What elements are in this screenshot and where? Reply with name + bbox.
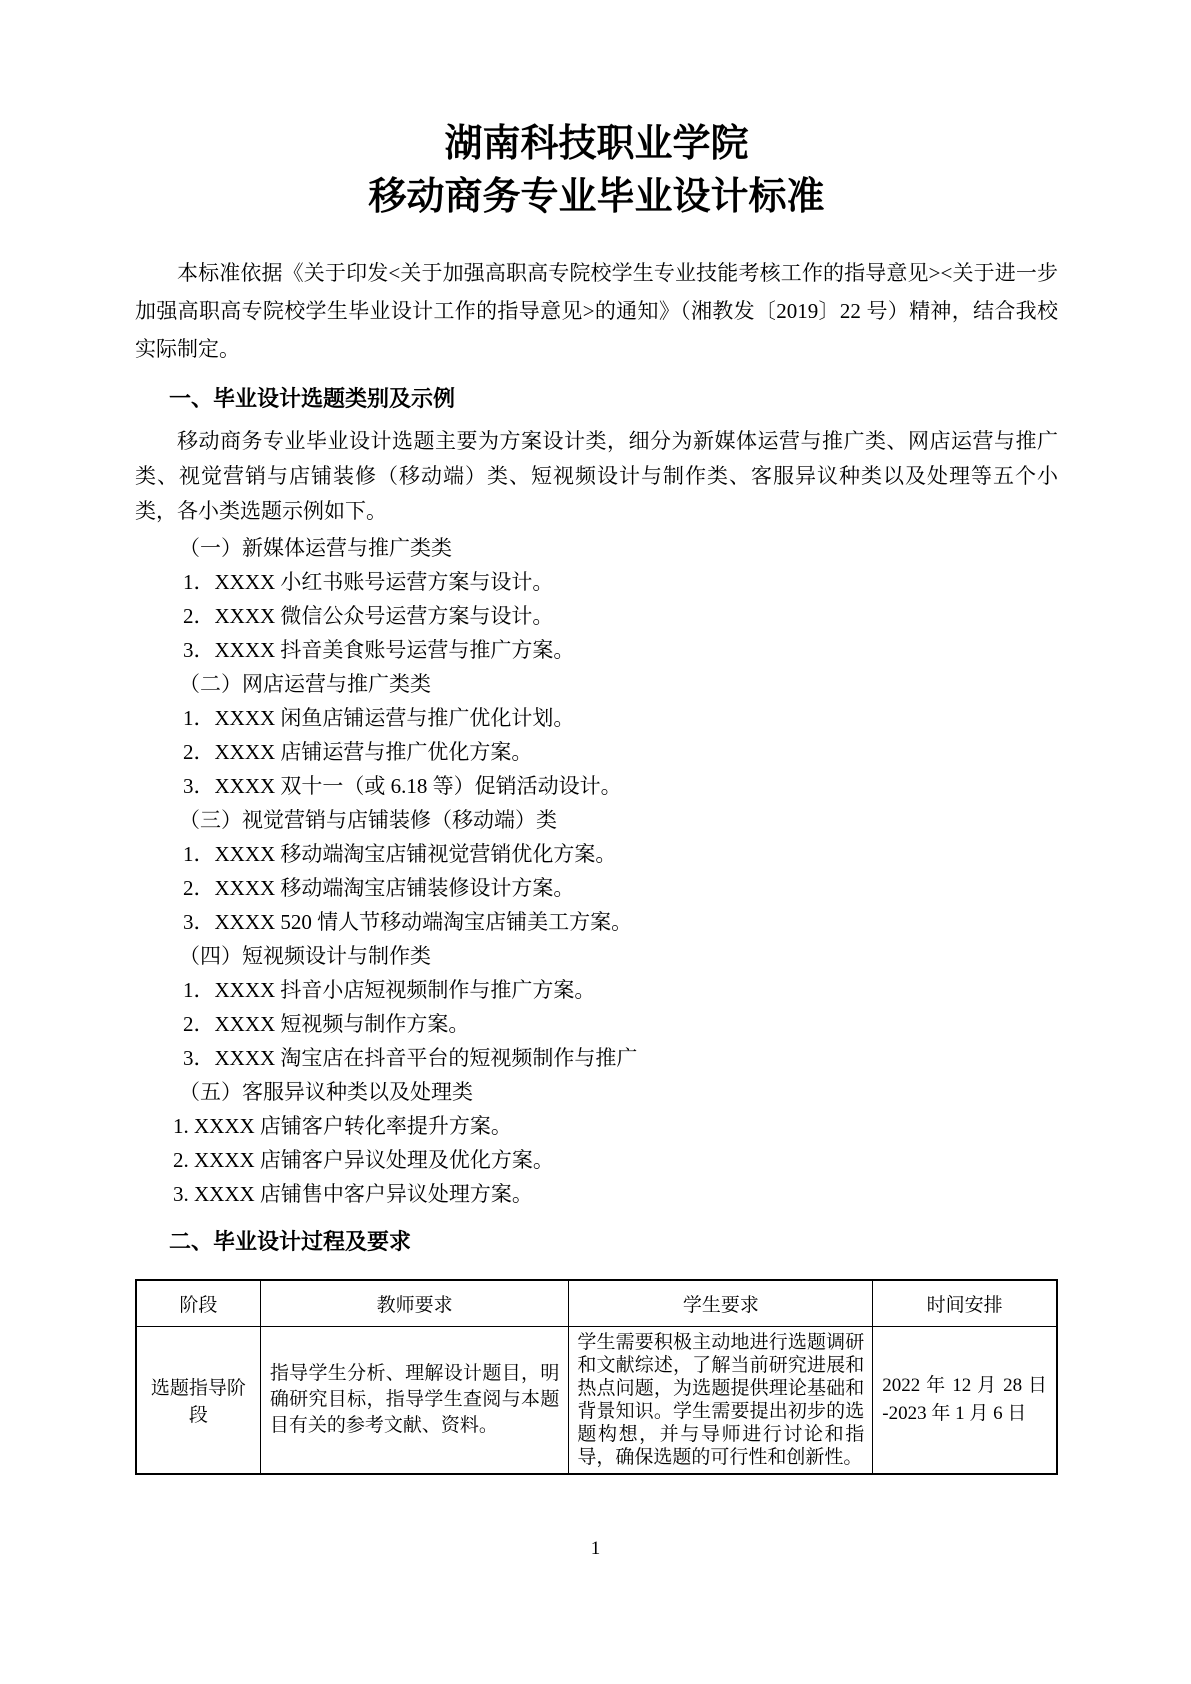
topic-item: 3．XXXX 抖音美食账号运营与推广方案。 (183, 638, 575, 662)
topic-item: 2．XXXX 短视频与制作方案。 (183, 1012, 470, 1036)
section1-intro: 移动商务专业毕业设计选题主要为方案设计类，细分为新媒体运营与推广类、网店运营与推广类、视觉营销与店铺装修（移动端）类、短视频设计与制作类、客服异议种类以及处理等五个小类，各小类选题示例如下。 (135, 429, 1058, 523)
process-requirements-table (135, 1279, 1058, 1475)
header-teacher-requirements: 教师要求 (260, 1280, 569, 1326)
category-label: （三）视觉营销与店铺装修（移动端）类 (179, 808, 557, 832)
section2-heading: 二、毕业设计过程及要求 (169, 1229, 412, 1254)
topic-item: 3．XXXX 淘宝店在抖音平台的短视频制作与推广 (183, 1046, 638, 1070)
category-label: （一）新媒体运营与推广类类 (179, 536, 452, 560)
cell-student-requirements: 学生需要积极主动地进行选题调研和文献综述，了解当前研究进展和热点问题，为选题提供理论基础和背景知识。学生需要提出初步的选题构想，并与导师进行讨论和指导，确保选题的可行性和创新性。 (569, 1326, 873, 1474)
cell-stage: 选题指导阶段 (136, 1326, 260, 1474)
document-title-line2: 移动商务专业毕业设计标准 (368, 176, 825, 218)
topic-list (135, 531, 1058, 1211)
cell-time-arrangement: 2022 年 12 月 28 日 -2023 年 1 月 6 日 (873, 1326, 1057, 1474)
intro-paragraph: 本标准依据《关于印发<关于加强高职高专院校学生专业技能考核工作的指导意见><关于进一步加强高职高专院校学生毕业设计工作的指导意见>的通知》（湘教发〔2019〕22 号）精神，结合我校实际制定。 (135, 261, 1058, 361)
document-title (135, 118, 1058, 224)
topic-item: 1. XXXX 店铺客户转化率提升方案。 (173, 1114, 512, 1138)
table-row (136, 1326, 1057, 1474)
category-label: （五）客服异议种类以及处理类 (179, 1080, 473, 1104)
topic-item: 2．XXXX 移动端淘宝店铺装修设计方案。 (183, 876, 575, 900)
topic-item: 2．XXXX 店铺运营与推广优化方案。 (183, 740, 533, 764)
topic-item: 3. XXXX 店铺售中客户异议处理方案。 (173, 1182, 533, 1206)
header-student-requirements: 学生要求 (569, 1280, 873, 1326)
document-title-line1: 湖南科技职业学院 (444, 123, 749, 165)
header-time-arrangement: 时间安排 (873, 1280, 1057, 1326)
topic-item: 1．XXXX 闲鱼店铺运营与推广优化计划。 (183, 706, 575, 730)
topic-item: 3．XXXX 双十一（或 6.18 等）促销活动设计。 (183, 774, 622, 798)
section1-heading: 一、毕业设计选题类别及示例 (169, 386, 456, 411)
topic-item: 3．XXXX 520 情人节移动端淘宝店铺美工方案。 (183, 910, 633, 934)
topic-item: 2．XXXX 微信公众号运营方案与设计。 (183, 604, 554, 628)
header-stage: 阶段 (136, 1280, 260, 1326)
topic-item: 1．XXXX 小红书账号运营方案与设计。 (183, 570, 554, 594)
category-label: （四）短视频设计与制作类 (179, 944, 431, 968)
topic-item: 2. XXXX 店铺客户异议处理及优化方案。 (173, 1148, 554, 1172)
category-label: （二）网店运营与推广类类 (179, 672, 431, 696)
topic-item: 1．XXXX 抖音小店短视频制作与推广方案。 (183, 978, 596, 1002)
cell-teacher-requirements: 指导学生分析、理解设计题目，明确研究目标，指导学生查阅与本题目有关的参考文献、资料。 (260, 1326, 569, 1474)
page-number: 1 (590, 1538, 601, 1559)
topic-item: 1．XXXX 移动端淘宝店铺视觉营销优化方案。 (183, 842, 617, 866)
table-header-row (136, 1280, 1057, 1326)
